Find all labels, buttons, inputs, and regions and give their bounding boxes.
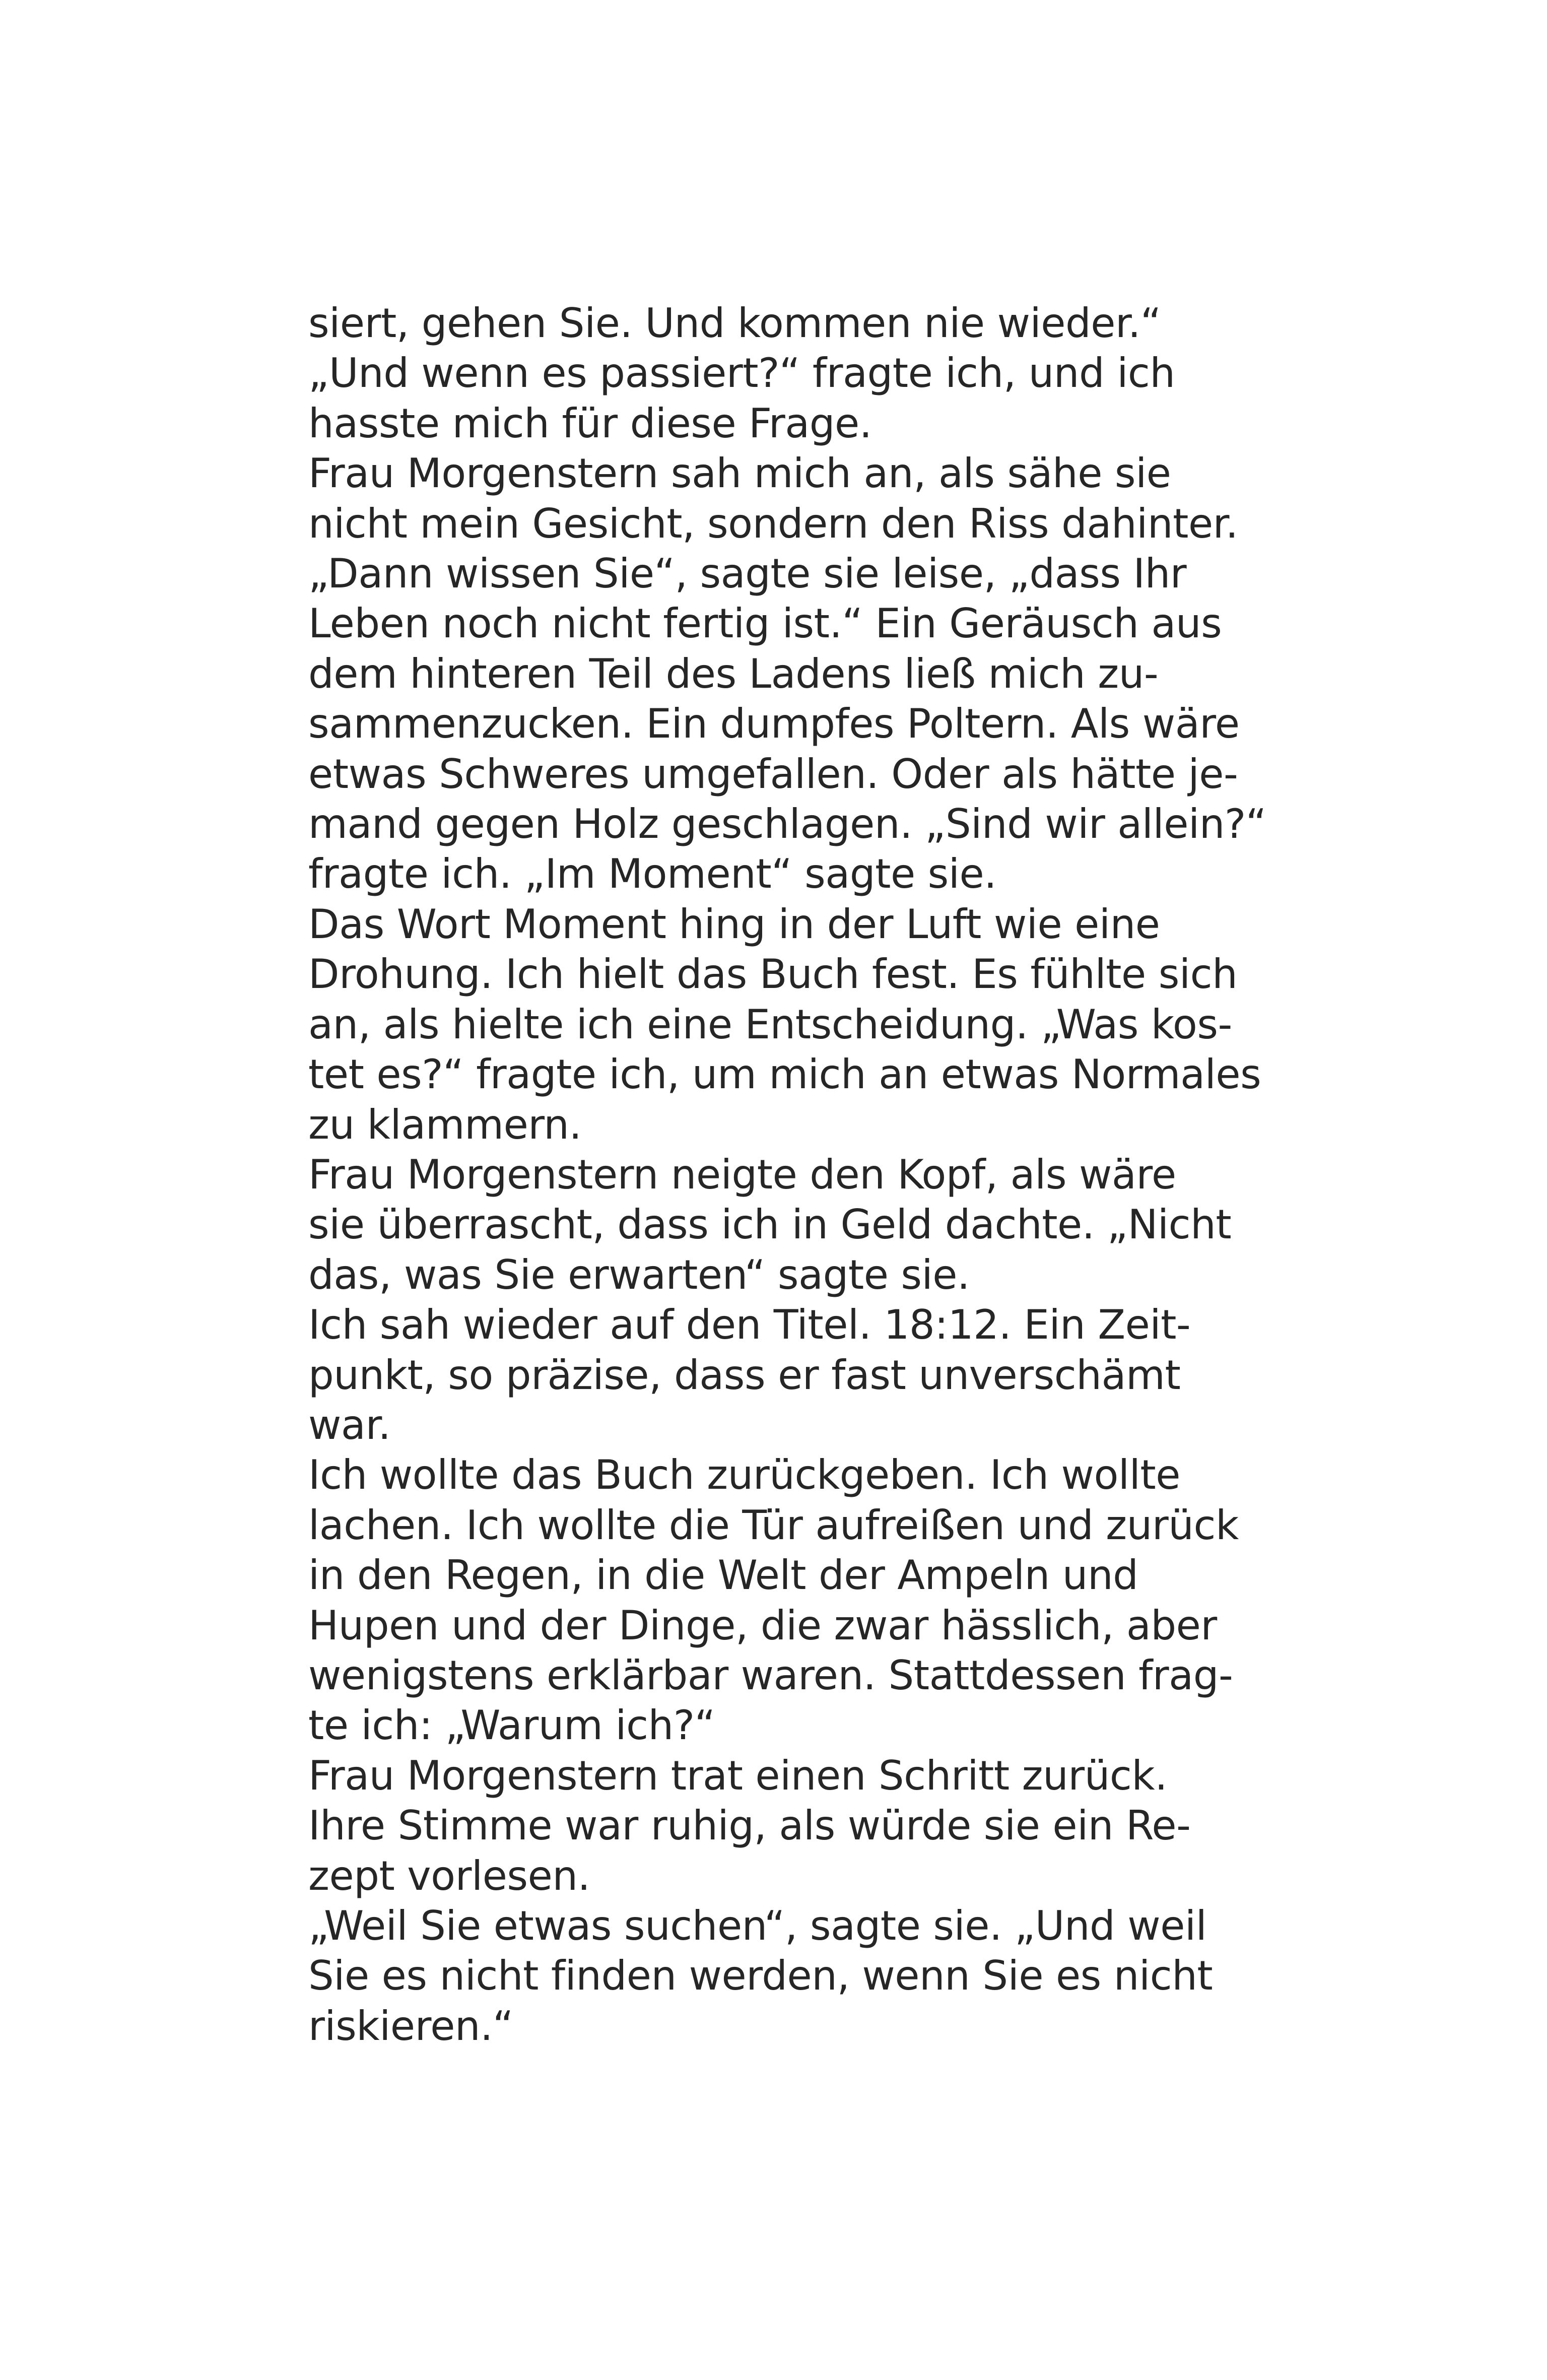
text-line: Frau Morgenstern neigte den Kopf, als wäre: [308, 1151, 1176, 1198]
text-line: dem hinteren Teil des Ladens ließ mich zu-: [308, 650, 1159, 697]
text-line: siert, gehen Sie. Und kommen nie wieder.“: [308, 300, 1161, 347]
text-line: in den Regen, in die Welt der Ampeln und: [308, 1552, 1138, 1599]
text-line: war.: [308, 1401, 391, 1448]
text-line: wenigstens erklärbar waren. Stattdessen frag-: [308, 1651, 1233, 1699]
text-line: nicht mein Gesicht, sondern den Riss dahinter.: [308, 500, 1238, 547]
text-line: lachen. Ich wollte die Tür aufreißen und zurück: [308, 1501, 1239, 1549]
text-line: riskieren.“: [308, 2002, 513, 2050]
text-line: zept vorlesen.: [308, 1852, 590, 1899]
text-line: Drohung. Ich hielt das Buch fest. Es fühlte sich: [308, 951, 1238, 998]
text-line: das, was Sie erwarten“ sagte sie.: [308, 1251, 970, 1298]
body-text: [308, 298, 1265, 2051]
text-line: te ich: „Warum ich?“: [308, 1702, 715, 1749]
text-line: Sie es nicht finden werden, wenn Sie es nicht: [308, 1952, 1213, 2000]
text-line: Frau Morgenstern sah mich an, als sähe sie: [308, 450, 1171, 497]
text-line: etwas Schweres umgefallen. Oder als hätte je-: [308, 750, 1238, 798]
text-line: zu klammern.: [308, 1101, 582, 1148]
text-line: Ihre Stimme war ruhig, als würde sie ein Re-: [308, 1802, 1191, 1849]
text-line: mand gegen Holz geschlagen. „Sind wir allein?“: [308, 801, 1266, 848]
text-line: Frau Morgenstern trat einen Schritt zurück.: [308, 1752, 1168, 1799]
text-line: „Weil Sie etwas suchen“, sagte sie. „Und weil: [308, 1902, 1207, 1949]
text-line: fragte ich. „Im Moment“ sagte sie.: [308, 850, 997, 898]
text-line: „Und wenn es passiert?“ fragte ich, und ich: [308, 350, 1175, 397]
text-line: Ich sah wieder auf den Titel. 18:12. Ein Zeit-: [308, 1301, 1191, 1349]
text-line: „Dann wissen Sie“, sagte sie leise, „dass Ihr: [308, 550, 1187, 598]
text-line: Das Wort Moment hing in der Luft wie eine: [308, 900, 1160, 948]
text-line: hasste mich für diese Frage.: [308, 400, 872, 447]
text-line: Leben noch nicht fertig ist.“ Ein Geräusch aus: [308, 600, 1222, 647]
text-line: an, als hielte ich eine Entscheidung. „Was kos-: [308, 1001, 1232, 1048]
text-line: Hupen und der Dinge, die zwar hässlich, aber: [308, 1602, 1217, 1649]
text-line: punkt, so präzise, dass er fast unverschämt: [308, 1351, 1181, 1399]
text-line: sammenzucken. Ein dumpfes Poltern. Als wäre: [308, 700, 1240, 748]
text-line: tet es?“ fragte ich, um mich an etwas Normales: [308, 1051, 1261, 1098]
text-line: sie überrascht, dass ich in Geld dachte. „Nicht: [308, 1201, 1232, 1248]
text-line: Ich wollte das Buch zurückgeben. Ich wollte: [308, 1451, 1180, 1499]
